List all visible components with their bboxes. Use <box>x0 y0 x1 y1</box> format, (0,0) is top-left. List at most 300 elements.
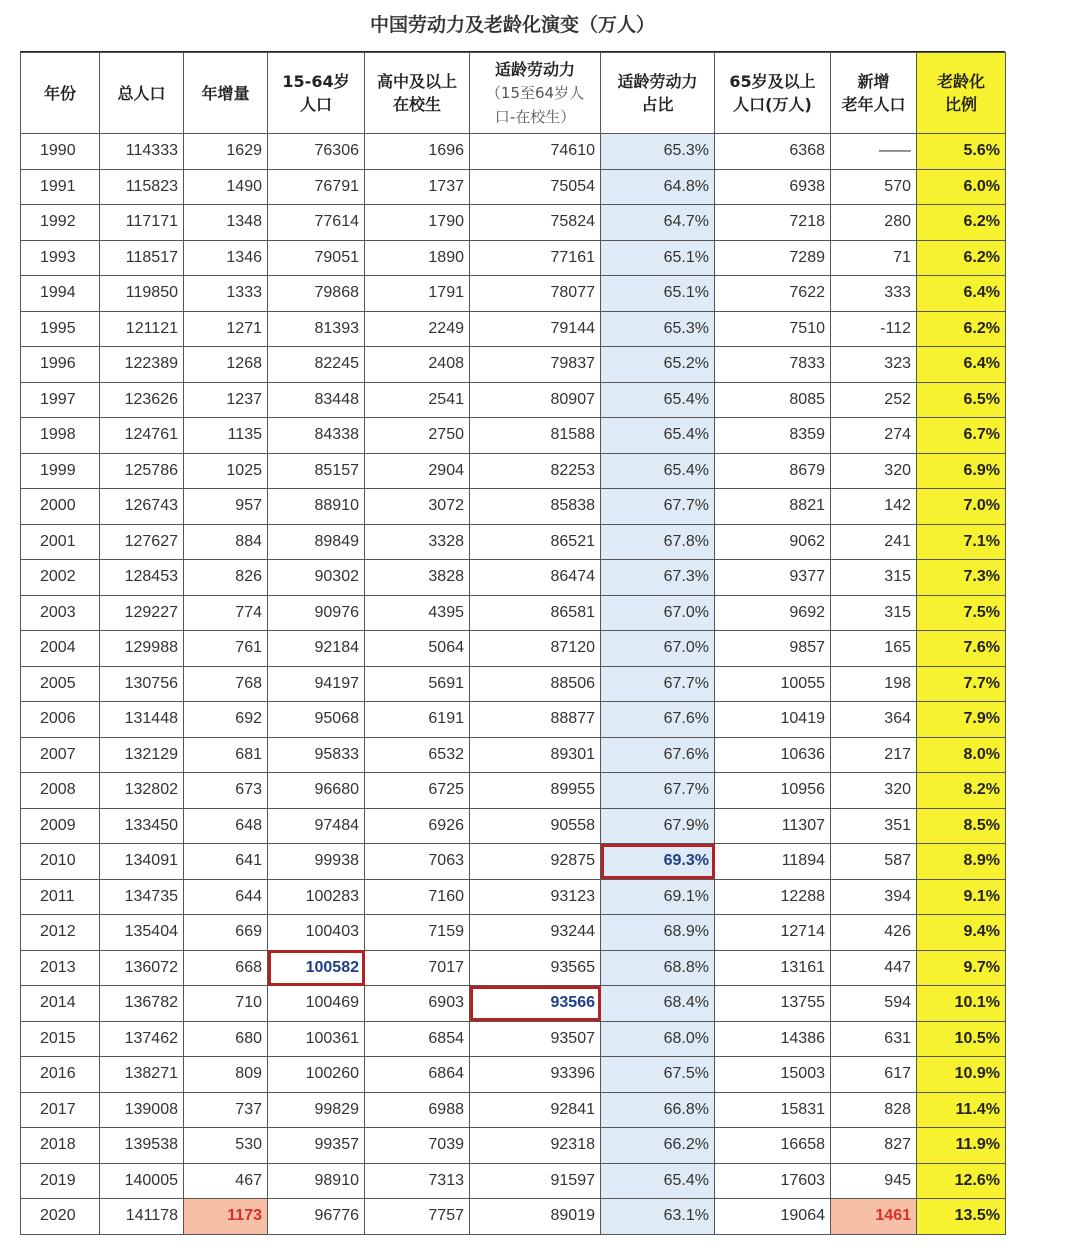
cell-pop-15-64: 77614 <box>268 205 365 241</box>
cell-aging-ratio: 10.9% <box>917 1057 1006 1093</box>
cell-pop-65: 8821 <box>715 489 831 525</box>
cell-labor-ratio: 68.8% <box>601 950 715 986</box>
cell-aging-ratio: 6.0% <box>917 169 1006 205</box>
cell-annual-increase: 826 <box>184 560 268 596</box>
table-row <box>21 1021 1006 1057</box>
cell-labor-force: 80907 <box>470 382 601 418</box>
cell-total-pop: 134091 <box>100 844 184 880</box>
cell-total-pop: 125786 <box>100 453 184 489</box>
cell-labor-ratio: 65.2% <box>601 347 715 383</box>
cell-pop-15-64: 92184 <box>268 631 365 667</box>
cell-aging-ratio: 6.4% <box>917 276 1006 312</box>
header-pop-15-64: 15-64岁 人口 <box>268 53 365 134</box>
table-row <box>21 773 1006 809</box>
cell-total-pop: 136072 <box>100 950 184 986</box>
cell-labor-ratio: 65.3% <box>601 311 715 347</box>
cell-aging-ratio: 6.9% <box>917 453 1006 489</box>
cell-annual-increase: 648 <box>184 808 268 844</box>
cell-total-pop: 137462 <box>100 1021 184 1057</box>
cell-hs-students: 7160 <box>365 879 470 915</box>
table-row <box>21 950 1006 986</box>
table-row <box>21 169 1006 205</box>
cell-year: 1998 <box>21 418 100 454</box>
cell-hs-students: 6532 <box>365 737 470 773</box>
cell-pop-65: 7833 <box>715 347 831 383</box>
cell-pop-15-64: 98910 <box>268 1163 365 1199</box>
cell-total-pop: 128453 <box>100 560 184 596</box>
cell-labor-ratio: 67.6% <box>601 737 715 773</box>
cell-new-elderly: 323 <box>831 347 917 383</box>
cell-labor-force: 82253 <box>470 453 601 489</box>
cell-total-pop: 117171 <box>100 205 184 241</box>
cell-year: 2001 <box>21 524 100 560</box>
table-row <box>21 240 1006 276</box>
cell-pop-15-64: 97484 <box>268 808 365 844</box>
cell-labor-ratio: 67.0% <box>601 595 715 631</box>
cell-labor-force: 89301 <box>470 737 601 773</box>
cell-labor-ratio: 65.1% <box>601 240 715 276</box>
cell-year: 2018 <box>21 1128 100 1164</box>
table-row <box>21 1057 1006 1093</box>
cell-pop-65: 10419 <box>715 702 831 738</box>
cell-pop-15-64: 84338 <box>268 418 365 454</box>
table-row <box>21 666 1006 702</box>
cell-labor-ratio: 65.4% <box>601 1163 715 1199</box>
cell-hs-students: 7757 <box>365 1199 470 1235</box>
cell-new-elderly: -112 <box>831 311 917 347</box>
cell-year: 2005 <box>21 666 100 702</box>
cell-hs-students: 2750 <box>365 418 470 454</box>
cell-year: 1993 <box>21 240 100 276</box>
cell-labor-force: 93566 <box>470 986 601 1022</box>
cell-pop-65: 16658 <box>715 1128 831 1164</box>
cell-new-elderly: 315 <box>831 595 917 631</box>
cell-pop-15-64: 99938 <box>268 844 365 880</box>
header-annual-increase: 年增量 <box>184 53 268 134</box>
cell-total-pop: 121121 <box>100 311 184 347</box>
cell-labor-ratio: 65.4% <box>601 453 715 489</box>
cell-aging-ratio: 13.5% <box>917 1199 1006 1235</box>
cell-annual-increase: 1629 <box>184 134 268 170</box>
header-pop-65: 65岁及以上 人口(万人) <box>715 53 831 134</box>
cell-total-pop: 132802 <box>100 773 184 809</box>
cell-annual-increase: 669 <box>184 915 268 951</box>
cell-hs-students: 7159 <box>365 915 470 951</box>
cell-annual-increase: 1490 <box>184 169 268 205</box>
table-row <box>21 524 1006 560</box>
cell-labor-force: 93396 <box>470 1057 601 1093</box>
cell-new-elderly: 198 <box>831 666 917 702</box>
table-row <box>21 205 1006 241</box>
cell-new-elderly: 351 <box>831 808 917 844</box>
table-row <box>21 595 1006 631</box>
cell-pop-15-64: 82245 <box>268 347 365 383</box>
cell-pop-65: 7622 <box>715 276 831 312</box>
cell-pop-65: 10055 <box>715 666 831 702</box>
header-labor-ratio: 适龄劳动力 占比 <box>601 53 715 134</box>
cell-year: 2019 <box>21 1163 100 1199</box>
cell-pop-15-64: 85157 <box>268 453 365 489</box>
cell-pop-65: 6368 <box>715 134 831 170</box>
cell-total-pop: 124761 <box>100 418 184 454</box>
cell-pop-65: 12288 <box>715 879 831 915</box>
table-row <box>21 382 1006 418</box>
cell-aging-ratio: 6.5% <box>917 382 1006 418</box>
cell-annual-increase: 809 <box>184 1057 268 1093</box>
cell-hs-students: 1696 <box>365 134 470 170</box>
cell-hs-students: 4395 <box>365 595 470 631</box>
cell-new-elderly: 71 <box>831 240 917 276</box>
cell-labor-force: 89955 <box>470 773 601 809</box>
cell-year: 2006 <box>21 702 100 738</box>
cell-new-elderly: 165 <box>831 631 917 667</box>
cell-aging-ratio: 7.7% <box>917 666 1006 702</box>
cell-total-pop: 115823 <box>100 169 184 205</box>
cell-aging-ratio: 7.9% <box>917 702 1006 738</box>
cell-hs-students: 5691 <box>365 666 470 702</box>
cell-year: 2015 <box>21 1021 100 1057</box>
cell-aging-ratio: 7.3% <box>917 560 1006 596</box>
cell-labor-ratio: 67.0% <box>601 631 715 667</box>
cell-aging-ratio: 8.5% <box>917 808 1006 844</box>
cell-hs-students: 3328 <box>365 524 470 560</box>
cell-labor-ratio: 67.7% <box>601 489 715 525</box>
cell-aging-ratio: 10.1% <box>917 986 1006 1022</box>
cell-labor-ratio: 65.4% <box>601 382 715 418</box>
cell-total-pop: 123626 <box>100 382 184 418</box>
cell-annual-increase: 884 <box>184 524 268 560</box>
cell-labor-ratio: 64.8% <box>601 169 715 205</box>
cell-pop-65: 13161 <box>715 950 831 986</box>
table-row <box>21 134 1006 170</box>
table-row <box>21 1128 1006 1164</box>
cell-aging-ratio: 8.9% <box>917 844 1006 880</box>
cell-aging-ratio: 5.6% <box>917 134 1006 170</box>
cell-labor-ratio: 66.2% <box>601 1128 715 1164</box>
cell-new-elderly: 252 <box>831 382 917 418</box>
cell-annual-increase: 680 <box>184 1021 268 1057</box>
cell-pop-15-64: 90302 <box>268 560 365 596</box>
cell-year: 2016 <box>21 1057 100 1093</box>
cell-aging-ratio: 7.6% <box>917 631 1006 667</box>
cell-total-pop: 138271 <box>100 1057 184 1093</box>
cell-annual-increase: 957 <box>184 489 268 525</box>
cell-labor-force: 92841 <box>470 1092 601 1128</box>
table-row <box>21 560 1006 596</box>
cell-hs-students: 2249 <box>365 311 470 347</box>
cell-pop-65: 15003 <box>715 1057 831 1093</box>
cell-pop-15-64: 89849 <box>268 524 365 560</box>
cell-year: 2012 <box>21 915 100 951</box>
cell-new-elderly: 426 <box>831 915 917 951</box>
cell-hs-students: 7313 <box>365 1163 470 1199</box>
cell-total-pop: 114333 <box>100 134 184 170</box>
cell-hs-students: 3072 <box>365 489 470 525</box>
cell-aging-ratio: 9.1% <box>917 879 1006 915</box>
cell-hs-students: 6926 <box>365 808 470 844</box>
cell-total-pop: 131448 <box>100 702 184 738</box>
cell-year: 2017 <box>21 1092 100 1128</box>
cell-annual-increase: 761 <box>184 631 268 667</box>
cell-aging-ratio: 11.9% <box>917 1128 1006 1164</box>
cell-hs-students: 1791 <box>365 276 470 312</box>
cell-pop-15-64: 94197 <box>268 666 365 702</box>
cell-total-pop: 134735 <box>100 879 184 915</box>
cell-hs-students: 2541 <box>365 382 470 418</box>
cell-labor-force: 77161 <box>470 240 601 276</box>
cell-labor-force: 74610 <box>470 134 601 170</box>
cell-pop-15-64: 99829 <box>268 1092 365 1128</box>
cell-labor-force: 86521 <box>470 524 601 560</box>
cell-total-pop: 129227 <box>100 595 184 631</box>
table-row <box>21 702 1006 738</box>
cell-new-elderly: 280 <box>831 205 917 241</box>
cell-aging-ratio: 8.0% <box>917 737 1006 773</box>
cell-labor-force: 81588 <box>470 418 601 454</box>
cell-pop-15-64: 100361 <box>268 1021 365 1057</box>
cell-pop-65: 9377 <box>715 560 831 596</box>
cell-labor-force: 78077 <box>470 276 601 312</box>
table-row <box>21 489 1006 525</box>
cell-aging-ratio: 6.2% <box>917 205 1006 241</box>
header-total-pop: 总人口 <box>100 53 184 134</box>
cell-annual-increase: 768 <box>184 666 268 702</box>
cell-year: 1992 <box>21 205 100 241</box>
cell-pop-15-64: 99357 <box>268 1128 365 1164</box>
cell-year: 2002 <box>21 560 100 596</box>
cell-hs-students: 2408 <box>365 347 470 383</box>
cell-total-pop: 133450 <box>100 808 184 844</box>
cell-labor-ratio: 68.0% <box>601 1021 715 1057</box>
cell-year: 2013 <box>21 950 100 986</box>
table-row <box>21 915 1006 951</box>
cell-pop-15-64: 76306 <box>268 134 365 170</box>
cell-total-pop: 118517 <box>100 240 184 276</box>
cell-year: 2007 <box>21 737 100 773</box>
cell-hs-students: 5064 <box>365 631 470 667</box>
cell-labor-ratio: 68.9% <box>601 915 715 951</box>
table-row <box>21 276 1006 312</box>
cell-pop-15-64: 79868 <box>268 276 365 312</box>
cell-pop-15-64: 76791 <box>268 169 365 205</box>
cell-labor-force: 93123 <box>470 879 601 915</box>
cell-total-pop: 127627 <box>100 524 184 560</box>
cell-annual-increase: 530 <box>184 1128 268 1164</box>
table-row <box>21 1163 1006 1199</box>
cell-labor-ratio: 65.4% <box>601 418 715 454</box>
cell-year: 2000 <box>21 489 100 525</box>
cell-labor-ratio: 68.4% <box>601 986 715 1022</box>
cell-aging-ratio: 12.6% <box>917 1163 1006 1199</box>
labor-aging-table <box>20 52 1006 1235</box>
cell-hs-students: 6988 <box>365 1092 470 1128</box>
cell-total-pop: 122389 <box>100 347 184 383</box>
table-title: 中国劳动力及老龄化演变（万人） <box>20 0 1005 52</box>
table-row <box>21 844 1006 880</box>
cell-annual-increase: 1348 <box>184 205 268 241</box>
cell-year: 1997 <box>21 382 100 418</box>
header-year: 年份 <box>21 53 100 134</box>
cell-labor-force: 79837 <box>470 347 601 383</box>
cell-pop-65: 9062 <box>715 524 831 560</box>
cell-labor-ratio: 67.9% <box>601 808 715 844</box>
cell-year: 2004 <box>21 631 100 667</box>
cell-labor-force: 92318 <box>470 1128 601 1164</box>
cell-annual-increase: 1135 <box>184 418 268 454</box>
cell-aging-ratio: 6.4% <box>917 347 1006 383</box>
cell-pop-65: 8085 <box>715 382 831 418</box>
cell-pop-65: 7218 <box>715 205 831 241</box>
cell-new-elderly: 217 <box>831 737 917 773</box>
cell-labor-force: 75054 <box>470 169 601 205</box>
cell-labor-ratio: 67.6% <box>601 702 715 738</box>
cell-new-elderly: 315 <box>831 560 917 596</box>
cell-pop-65: 10956 <box>715 773 831 809</box>
cell-labor-ratio: 67.7% <box>601 666 715 702</box>
cell-labor-force: 89019 <box>470 1199 601 1235</box>
cell-new-elderly: 241 <box>831 524 917 560</box>
cell-labor-ratio: 67.7% <box>601 773 715 809</box>
cell-new-elderly: 587 <box>831 844 917 880</box>
cell-hs-students: 1737 <box>365 169 470 205</box>
cell-pop-65: 12714 <box>715 915 831 951</box>
cell-pop-65: 8679 <box>715 453 831 489</box>
cell-pop-65: 9857 <box>715 631 831 667</box>
cell-hs-students: 6191 <box>365 702 470 738</box>
cell-total-pop: 139538 <box>100 1128 184 1164</box>
cell-labor-force: 88506 <box>470 666 601 702</box>
table-row <box>21 631 1006 667</box>
cell-new-elderly: 333 <box>831 276 917 312</box>
cell-aging-ratio: 10.5% <box>917 1021 1006 1057</box>
cell-labor-ratio: 65.1% <box>601 276 715 312</box>
cell-pop-65: 9692 <box>715 595 831 631</box>
cell-annual-increase: 710 <box>184 986 268 1022</box>
cell-annual-increase: 467 <box>184 1163 268 1199</box>
cell-pop-15-64: 95833 <box>268 737 365 773</box>
cell-year: 2009 <box>21 808 100 844</box>
cell-annual-increase: 668 <box>184 950 268 986</box>
cell-labor-ratio: 65.3% <box>601 134 715 170</box>
table-row <box>21 1092 1006 1128</box>
cell-new-elderly: 142 <box>831 489 917 525</box>
cell-new-elderly: 617 <box>831 1057 917 1093</box>
cell-new-elderly: 594 <box>831 986 917 1022</box>
cell-pop-65: 11894 <box>715 844 831 880</box>
cell-annual-increase: 1173 <box>184 1199 268 1235</box>
cell-hs-students: 1790 <box>365 205 470 241</box>
cell-aging-ratio: 7.1% <box>917 524 1006 560</box>
cell-pop-65: 7289 <box>715 240 831 276</box>
cell-annual-increase: 1268 <box>184 347 268 383</box>
cell-annual-increase: 774 <box>184 595 268 631</box>
cell-labor-force: 93565 <box>470 950 601 986</box>
cell-pop-15-64: 90976 <box>268 595 365 631</box>
cell-aging-ratio: 9.7% <box>917 950 1006 986</box>
cell-pop-15-64: 100469 <box>268 986 365 1022</box>
cell-pop-15-64: 100283 <box>268 879 365 915</box>
cell-pop-65: 15831 <box>715 1092 831 1128</box>
cell-pop-15-64: 83448 <box>268 382 365 418</box>
cell-labor-ratio: 67.5% <box>601 1057 715 1093</box>
cell-annual-increase: 737 <box>184 1092 268 1128</box>
cell-aging-ratio: 7.0% <box>917 489 1006 525</box>
table-row <box>21 347 1006 383</box>
header-labor-force: 适龄劳动力 （15至64岁人 口-在校生） <box>470 53 601 134</box>
cell-hs-students: 1890 <box>365 240 470 276</box>
cell-new-elderly: 394 <box>831 879 917 915</box>
cell-hs-students: 6864 <box>365 1057 470 1093</box>
cell-new-elderly: 827 <box>831 1128 917 1164</box>
cell-labor-force: 79144 <box>470 311 601 347</box>
cell-labor-ratio: 69.1% <box>601 879 715 915</box>
cell-annual-increase: 1333 <box>184 276 268 312</box>
cell-pop-15-64: 88910 <box>268 489 365 525</box>
cell-total-pop: 136782 <box>100 986 184 1022</box>
cell-total-pop: 135404 <box>100 915 184 951</box>
cell-pop-65: 17603 <box>715 1163 831 1199</box>
cell-pop-15-64: 96680 <box>268 773 365 809</box>
cell-labor-ratio: 66.8% <box>601 1092 715 1128</box>
table-body <box>21 134 1006 1235</box>
cell-year: 2003 <box>21 595 100 631</box>
cell-labor-ratio: 67.8% <box>601 524 715 560</box>
cell-pop-65: 6938 <box>715 169 831 205</box>
cell-new-elderly: 320 <box>831 453 917 489</box>
table-row <box>21 418 1006 454</box>
cell-year: 1994 <box>21 276 100 312</box>
cell-pop-15-64: 100582 <box>268 950 365 986</box>
cell-year: 2011 <box>21 879 100 915</box>
cell-year: 1996 <box>21 347 100 383</box>
cell-labor-ratio: 67.3% <box>601 560 715 596</box>
table-row <box>21 737 1006 773</box>
cell-labor-force: 93244 <box>470 915 601 951</box>
cell-pop-15-64: 96776 <box>268 1199 365 1235</box>
cell-pop-65: 13755 <box>715 986 831 1022</box>
cell-aging-ratio: 6.2% <box>917 311 1006 347</box>
cell-new-elderly: 364 <box>831 702 917 738</box>
cell-hs-students: 6903 <box>365 986 470 1022</box>
cell-total-pop: 129988 <box>100 631 184 667</box>
table-row <box>21 808 1006 844</box>
cell-year: 1995 <box>21 311 100 347</box>
cell-labor-force: 87120 <box>470 631 601 667</box>
cell-pop-65: 19064 <box>715 1199 831 1235</box>
cell-new-elderly: —— <box>831 134 917 170</box>
cell-hs-students: 2904 <box>365 453 470 489</box>
cell-labor-force: 75824 <box>470 205 601 241</box>
cell-pop-15-64: 79051 <box>268 240 365 276</box>
cell-pop-65: 10636 <box>715 737 831 773</box>
cell-new-elderly: 945 <box>831 1163 917 1199</box>
cell-labor-force: 91597 <box>470 1163 601 1199</box>
cell-pop-65: 8359 <box>715 418 831 454</box>
cell-aging-ratio: 7.5% <box>917 595 1006 631</box>
cell-pop-15-64: 81393 <box>268 311 365 347</box>
cell-pop-15-64: 100403 <box>268 915 365 951</box>
table-row <box>21 879 1006 915</box>
cell-aging-ratio: 9.4% <box>917 915 1006 951</box>
cell-pop-15-64: 95068 <box>268 702 365 738</box>
cell-labor-ratio: 69.3% <box>601 844 715 880</box>
cell-annual-increase: 1237 <box>184 382 268 418</box>
cell-hs-students: 6854 <box>365 1021 470 1057</box>
table-row <box>21 311 1006 347</box>
header-hs-students: 高中及以上 在校生 <box>365 53 470 134</box>
cell-total-pop: 132129 <box>100 737 184 773</box>
cell-aging-ratio: 6.7% <box>917 418 1006 454</box>
